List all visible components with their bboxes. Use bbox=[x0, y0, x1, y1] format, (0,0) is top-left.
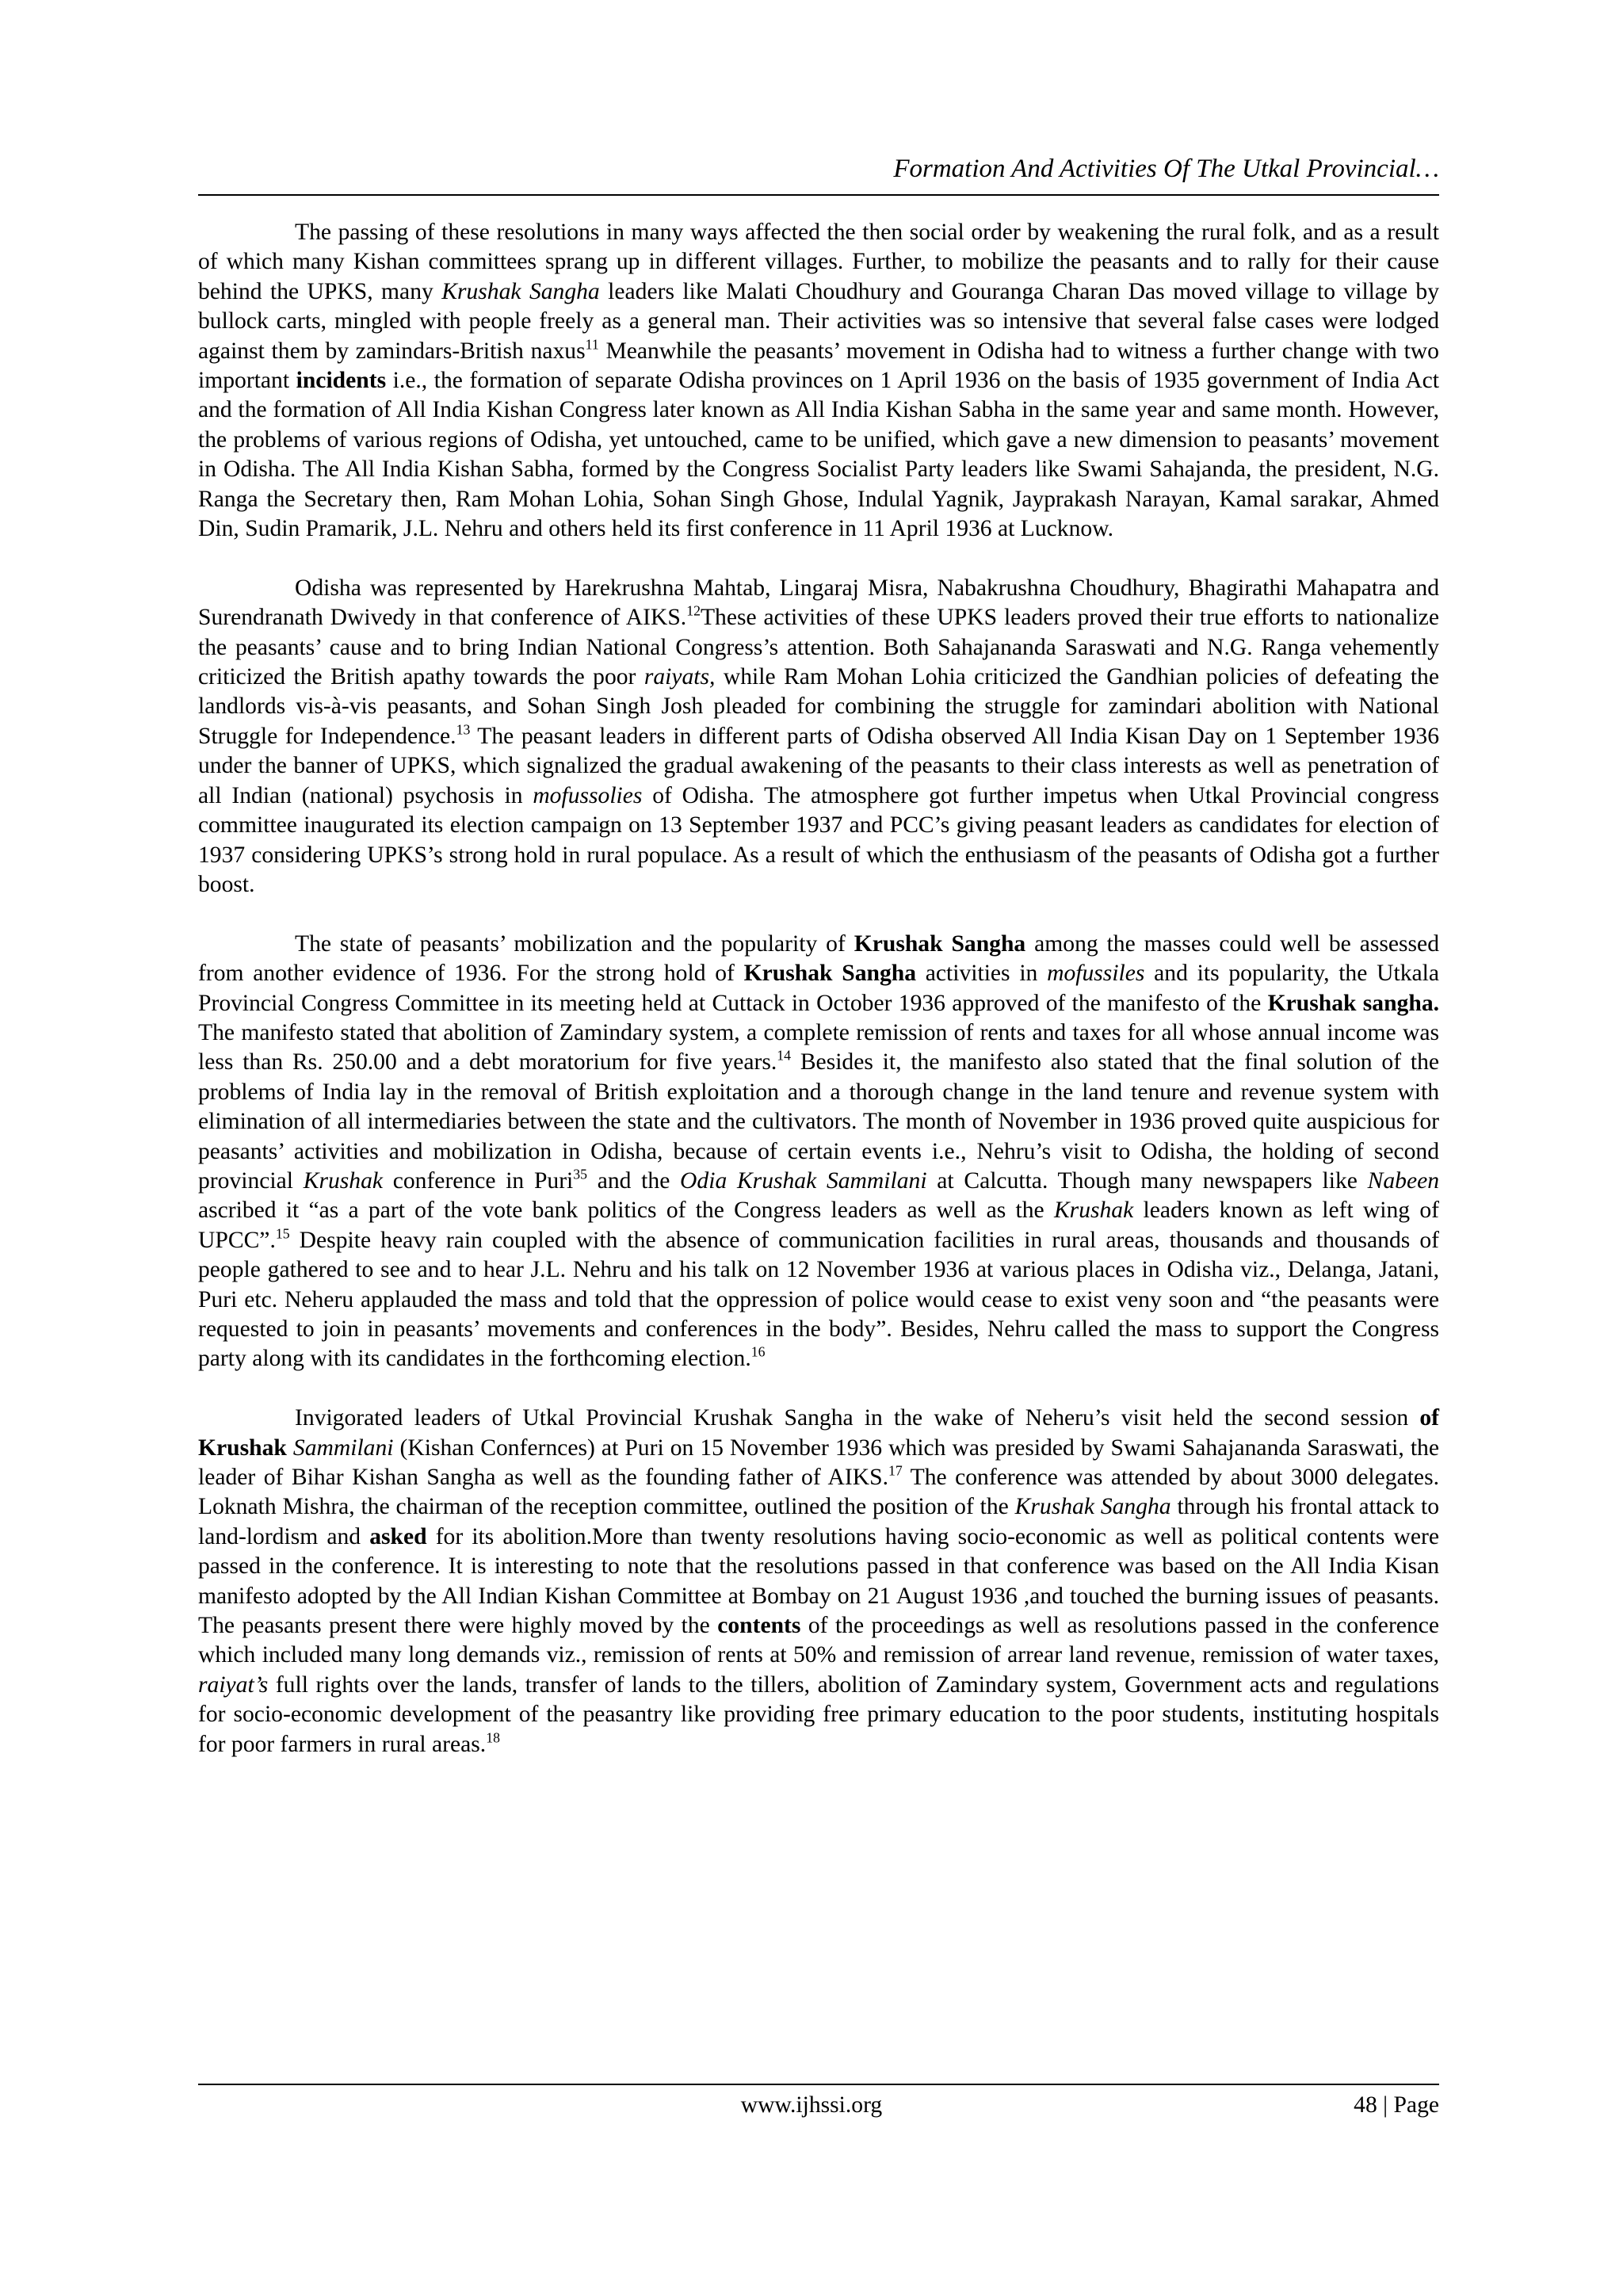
text-run: conference in Puri bbox=[383, 1167, 574, 1194]
footer-url: www.ijhssi.org bbox=[740, 2092, 883, 2118]
text-run: through his frontal attack to land-lordism and bbox=[198, 1494, 1439, 1549]
text-run: and the bbox=[587, 1167, 681, 1194]
text-run: of Odisha. The atmosphere got further impetus when Utkal Provincial congress committee inaugurated its election campaign on 13 September 1937 and PCC’s giving peasant leaders as candidates for election of 1937 considering UPKS’s strong hold in rural populace. As a result of which the enthusiasm of the peasants of Odisha got a further boost. bbox=[198, 782, 1440, 897]
footnote-ref: 13 bbox=[456, 721, 471, 738]
header-divider bbox=[198, 194, 1439, 196]
page-number: 48 | Page bbox=[1354, 2092, 1439, 2118]
footnote-ref: 35 bbox=[573, 1166, 588, 1182]
italic-term: Krushak bbox=[1053, 1198, 1134, 1224]
italic-term: Krushak Sangha bbox=[441, 278, 600, 304]
text-run: The peasant leaders in different parts of Odisha observed All India Kisan Day on 1 September 1936 under the banner of UPKS, which signalized the gradual awakening of the peasants to their class interests as well as penetration of all Indian (national) psychosis in bbox=[198, 723, 1439, 808]
article-body bbox=[198, 218, 1439, 1759]
text-run bbox=[287, 1435, 293, 1461]
text-run: leaders like Malati Choudhury and Gouranga Charan Das moved village to village by bullock carts, mingled with people freely as a general man. Their activities was so intensive that several false cases were lodged against them by zamindars-British naxus bbox=[198, 278, 1439, 364]
text-run: for its abolition.More than twenty resolutions having socio-economic as well as political contents were passed in the conference. It is interesting to note that the resolutions passed in that conference was based on the All India Kisan manifesto adopted by the All Indian Kishan Committee at Bombay on 21 August 1936 ,and touched the burning issues of peasants. The peasants present there were highly moved by the bbox=[198, 1523, 1439, 1639]
footer-divider bbox=[198, 2084, 1439, 2085]
text-run: among the masses could well be assessed from another evidence of 1936. For the strong hold of bbox=[198, 930, 1439, 987]
text-run: of the proceedings as well as resolutions passed in the conference which included many long demands viz., remission of rents at 50% and remission of arrear land revenue, remission of water taxes, bbox=[198, 1613, 1440, 1668]
italic-term: mofussolies bbox=[533, 782, 643, 808]
footnote-ref: 17 bbox=[888, 1462, 903, 1479]
italic-term: raiyat’s bbox=[198, 1671, 269, 1698]
text-run: (Kishan Confernces) at Puri on 15 November 1936 which was presided by Swami Sahajananda Saraswati, the leader of Bihar Kishan Sangha as well as the founding father of AIKS. bbox=[198, 1435, 1439, 1491]
italic-term: Odia Krushak Sammilani bbox=[680, 1167, 927, 1194]
italic-term: mofussiles bbox=[1047, 961, 1145, 987]
bold-term: Krushak Sangha bbox=[854, 930, 1026, 957]
text-run: while Ram Mohan Lohia criticized the Gandhian policies of defeating the landlords vis-à-vis peasants, and Sohan Singh Josh pleaded for combining the struggle for zamindari abolition with National Struggle for Independence. bbox=[198, 664, 1439, 749]
text-run: Odisha was represented by Harekrushna Mahtab, Lingaraj Misra, Nabakrushna Choudhury, Bhagirathi Mahapatra and Surendranath Dwivedy in that conference of AIKS. bbox=[198, 575, 1439, 631]
italic-term: raiyats, bbox=[643, 664, 716, 690]
italic-term: Nabeen bbox=[1367, 1167, 1440, 1194]
text-run: Besides it, the manifesto also stated that the final solution of the problems of India lay in the removal of British exploitation and a thorough change in the land tenure and revenue system with elimination of all intermediaries between the state and the cultivators. The month of November in 1936 proved quite auspicious for peasants’ activities and mobilization in Odisha, because of certain events i.e., Nehru’s visit to Odisha, the holding of second provincial bbox=[198, 1049, 1439, 1194]
paragraph bbox=[198, 574, 1439, 900]
paragraph bbox=[198, 218, 1439, 544]
text-run: i.e., the formation of separate Odisha provinces on 1 April 1936 on the basis of 1935 government of India Act and the formation of All India Kishan Congress later known as All India Kishan Sabha in the same year and same month. However, the problems of various regions of Odisha, yet untouched, came to be unified, which gave a new dimension to peasants’ movement in Odisha. The All India Kishan Sabha, formed by the Congress Socialist Party leaders like Swami Sahajanda, the president, N.G. Ranga the Secretary then, Ram Mohan Lohia, Sohan Singh Ghose, Indulal Yagnik, Jayprakash Narayan, Kamal sarakar, Ahmed Din, Sudin Pramarik, J.L. Nehru and others held its first conference in 11 April 1936 at Lucknow. bbox=[198, 368, 1439, 542]
paragraph bbox=[198, 930, 1439, 1374]
text-run: full rights over the lands, transfer of lands to the tillers, abolition of Zamindary system, Government acts and regulations for socio-economic development of the peasantry like providing free primary education to the poor students, instituting hospitals for poor farmers in rural areas. bbox=[198, 1671, 1439, 1757]
text-run: Meanwhile the peasants’ movement in Odisha had to witness a further change with two important bbox=[198, 338, 1439, 394]
text-run: activities in bbox=[916, 961, 1048, 987]
text-run: Invigorated leaders of Utkal Provincial Krushak Sangha in the wake of Neheru’s visit held the second session bbox=[295, 1405, 1420, 1431]
bold-term: of Krushak bbox=[198, 1405, 1439, 1461]
text-run: ascribed it “as a part of the vote bank politics of the Congress leaders as well as the bbox=[198, 1198, 1054, 1224]
paragraph bbox=[198, 1404, 1439, 1759]
italic-term: Sammilani bbox=[292, 1435, 394, 1461]
footnote-ref: 15 bbox=[275, 1225, 290, 1242]
bold-term: incidents bbox=[296, 368, 387, 394]
footnote-ref: 11 bbox=[585, 336, 599, 353]
text-run: The conference was attended by about 3000 delegates. Loknath Mishra, the chairman of the reception committee, outlined the position of the bbox=[198, 1465, 1439, 1520]
text-run: and its popularity, the Utkala Provincial Congress Committee in its meeting held at Cuttack in October 1936 approved of the manifesto of the bbox=[198, 961, 1439, 1016]
bold-term: Krushak sangha. bbox=[1267, 990, 1440, 1016]
footnote-ref: 16 bbox=[750, 1343, 766, 1360]
running-header-title: Formation And Activities Of The Utkal Provincial… bbox=[893, 155, 1439, 183]
text-run: at Calcutta. Though many newspapers like bbox=[926, 1167, 1368, 1194]
text-run: The manifesto stated that abolition of Zamindary system, a complete remission of rents and taxes for all whose annual income was less than Rs. 250.00 and a debt moratorium for five years. bbox=[198, 1019, 1439, 1075]
italic-term: Krushak bbox=[303, 1167, 384, 1194]
text-run: The passing of these resolutions in many ways affected the then social order by weakening the rural folk, and as a result of which many Kishan committees sprang up in different villages. Further, to mobilize the peasants and to rally for their cause behind the UPKS, many bbox=[198, 220, 1439, 304]
footnote-ref: 14 bbox=[777, 1047, 792, 1064]
footnote-ref: 12 bbox=[686, 602, 701, 619]
bold-term: contents bbox=[717, 1613, 801, 1639]
italic-term: Krushak Sangha bbox=[1014, 1494, 1171, 1520]
bold-term: asked bbox=[369, 1523, 427, 1549]
bold-term: Krushak Sangha bbox=[743, 961, 916, 987]
footnote-ref: 18 bbox=[486, 1729, 500, 1746]
text-run: Despite heavy rain coupled with the absence of communication facilities in rural areas, thousands and thousands of people gathered to see and to hear J.L. Nehru and his talk on 12 November 1936 at various places in Odisha viz., Delanga, Jatani, Puri etc. Neheru applauded the mass and told that the oppression of police would cease to exist veny soon and “the peasants were requested to join in peasants’ movements and conferences in the body”. Besides, Nehru called the mass to support the Congress party along with its candidates in the forthcoming election. bbox=[198, 1227, 1439, 1372]
text-run: leaders known as left wing of UPCC”. bbox=[198, 1198, 1439, 1253]
text-run: The state of peasants’ mobilization and the popularity of bbox=[295, 930, 854, 957]
text-run: These activities of these UPKS leaders proved their true efforts to nationalize the peasants’ cause and to bring Indian National Congress’s attention. Both Sahajananda Saraswati and N.G. Ranga vehemently criticized the British apathy towards the poor bbox=[198, 605, 1439, 690]
